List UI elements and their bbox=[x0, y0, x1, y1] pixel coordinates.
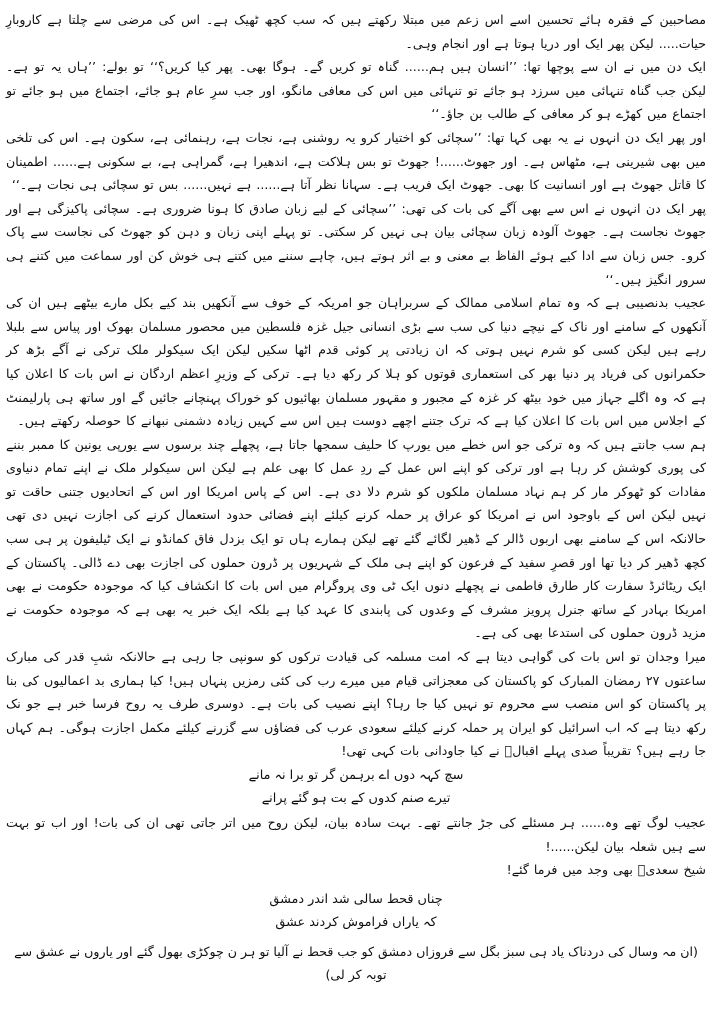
paragraph-7: میرا وجدان تو اس بات کی گواہی دیتا ہے کہ امت مسلمہ کی قیادت ترکوں کو سونپی جا رہی ہے حالانکہ شبِ قدر کی مبارک ساعتوں ۲۷ رمضان المبارک کو پاکستان کی معجزاتی قیام میں میرے رب کی کئی رمزیں پنہاں ہیں! کیا ہماری بد اعمالیوں کی بنا پر پاکستان کو اس منصب سے محروم تو نہیں کیا جا رہا؟ اپنے نصیب کی بات ہے۔ دوسری طرف یہ روح فرسا خبر ہے جو نک رکھ دیتا ہے کہ اب اسرائیل کو ایران پر حملہ کرنے کیلئے سعودی عرب کی فضاؤں سے گزرنے کیلئے مکمل اجازت ہوگی۔ ہم کہاں جا رہے ہیں؟ تقریباً صدی پہلے اقبالؒ نے کیا جاودانی بات کہی تھی! bbox=[6, 649, 707, 759]
saadi-verse bbox=[6, 888, 706, 934]
paragraph-2: ایک دن میں نے ان سے پوچھا تھا: ’’انسان ہیں ہم...... گناہ تو کریں گے۔ ہوگا بھی۔ پھر کیا کریں؟‘‘ تو بولے: ’’ہاں یہ تو ہے۔ لیکن جب گناہ تنہائی میں سرزد ہو جائے تو تنہائی میں اس کی معافی مانگو، اور جب سرِ عام ہو جائے، اجتماع میں ہو جائے تو اجتماع میں کھڑے ہو کر معافی کے طالب بن جاؤ۔‘‘ bbox=[6, 59, 706, 122]
verse-line: تیرے صنم کدوں کے بت ہو گئے پرانے bbox=[261, 791, 451, 806]
paragraph-5: عجیب بدنصیبی ہے کہ وہ تمام اسلامی ممالک کے سربراہان جو امریکہ کے خوف سے آنکھیں بند کیے بکل مارے بیٹھے ہیں ان کی آنکھوں کے سامنے اور ناک کے نیچے دنیا کی سب سے بڑی انسانی جیل غزہ فلسطین میں محصور مسلمان بھوک اور پیاس سے بلبلا رہے ہیں لیکن کسی کو شرم نہیں ہوتی کہ ان زیادتی پر کوئی قدم اٹھا سکیں لیکن ایک سیکولر ملک ترکی نے آگے بڑھ کر حکمرانوں کی فریاد پر دنیا بھر کی استعماری قوتوں کو ہلا کر رکھ دیا ہے۔ ترکی کے وزیرِ اعظم اردگان نے اس بات کا اعلان کیا ہے کہ وہ اگلے جہاز میں خود بیٹھ کر غزہ کے مجبور و مقہور مسلمان بھائیوں کو خوراک پہنچانے جائیں گے اور ساتھ ہی پارلیمنٹ کے اجلاس میں اس بات کا اعلان کیا ہے کہ ترک جتنے اچھے دوست ہیں اس سے کہیں زیادہ دشمنی نبھانے کا حوصلہ رکھتے ہیں۔ bbox=[6, 295, 706, 429]
paragraph-3: اور پھر ایک دن انہوں نے یہ بھی کہا تھا: ’’سچائی کو اختیار کرو یہ روشنی ہے، نجات ہے، رہنمائی ہے، سکون ہے۔ اس کی تلخی میں بھی شیرینی ہے، مٹھاس ہے۔ اور جھوٹ......! جھوٹ تو بس ہلاکت ہے، اندھیرا ہے، گمراہی ہے، بے سکونی ہے...... اطمینان کا قاتل جھوٹ ہے اور انسانیت کا بھی۔ جھوٹ ایک فریب ہے۔ سہانا نظر آتا ہے...... ہے نہیں...... بس تو سچائی ہی نجات ہے۔‘‘ bbox=[6, 129, 706, 193]
article-page bbox=[6, 8, 706, 1018]
quote-intro: شیخ سعدیؒ بھی وجد میں فرما گئے! bbox=[506, 862, 706, 878]
verse-line: سچ کہہ دوں اے برہمن گر تو برا نہ مانے bbox=[248, 768, 464, 783]
iqbal-verse bbox=[6, 764, 706, 810]
closing-note: (ان مہ وسال کی دردناک یاد ہی سبز بگل سے فروزاں دمشق کو جب قحط نے آلیا تو ہر ن چوکڑی بھول گئے اور یاروں نے عشق سے توبہ کر لی) bbox=[14, 943, 698, 982]
paragraph-4: پھر ایک دن انہوں نے اس سے بھی آگے کی بات کی تھی: ’’سچائی کے لیے زبان صادق کا ہونا ضروری ہے۔ سچائی پاکیزگی ہے اور جھوٹ نجاست ہے۔ جھوٹ آلودہ زبان سچائی بیان ہی نہیں کر سکتی۔ تو پہلے اپنی زبان و دہن کو جھوٹ کی نجاست سے پاک کرو۔ جس زبان سے ادا کیے ہوئے الفاظ بے معنی و بے اثر ہوتے ہیں، چاہے سننے میں کتنے ہی خوش کن اور سماعت میں کتنے ہی سرور انگیز ہیں۔‘‘ bbox=[6, 200, 706, 287]
paragraph-1: مصاحبین کے فقرہ ہائے تحسین اسے اس زعم میں مبتلا رکھتے ہیں کہ سب کچھ ٹھیک ہے۔ اس کی مرضی سے چلتا ہے کاروبارِ حیات..... لیکن پھر ایک اور دریا ہوتا ہے اور انجام وہی۔ bbox=[6, 12, 706, 51]
paragraph-6: ہم سب جانتے ہیں کہ وہ ترکی جو اس خطے میں یورپ کا حلیف سمجھا جاتا ہے، پچھلے چند برسوں سے یورپی یونین کا ممبر بننے کی پوری کوشش کر رہا ہے اور ترکی کو اپنے اس عمل کے ردِ عمل کا بھی علم ہے لیکن اس سیکولر ملک نے اپنے تمام دنیاوی مفادات کو ٹھوکر مار کر ہم نہاد مسلمان ملکوں کو شرم دلا دی ہے۔ اس کے پاس امریکا اور اس کے اتحادیوں جتنی حاقت تو نہیں لیکن اس کے باوجود اس نے امریکا کو عراق پر حملہ کرنے کیلئے اپنے فضائی حدود استعمال کرنے کی اجازت نہیں دی تھی حالانکہ اس کے سامنے بھی اربوں ڈالر کے ڈھیر لگائے گئے تھے لیکن ہمارے ہاں تو ایک بزدل فاق کمانڈو نے ایک ٹیلیفون پر ہی سب کچھ ڈھیر کر دیا تھا اور قصرِ سفید کے فرعون کو اپنے ہی ملک کے شہریوں پر ڈرون حملوں کی اجازت بھی دے ڈالی۔ پاکستان کے ایک ریٹائرڈ سفارت کار طارق فاطمی نے پچھلے دنوں ایک ٹی وی پروگرام میں اس بات کا انکشاف کیا کہ موجودہ حکومت نے بھی امریکا بہادر کے ساتھ جنرل پرویز مشرف کے وعدوں کی پابندی کا عہد کیا ہے بلکہ ایک خبر یہ بھی ہے کہ موجودہ حکومت نے مزید ڈرون حملوں کی استدعا بھی کی ہے۔ bbox=[6, 436, 706, 641]
verse-line: چناں قحط سالی شد اندر دمشق bbox=[269, 891, 443, 907]
paragraph-8: عجیب لوگ تھے وہ...... ہر مسئلے کی جڑ جانتے تھے۔ بہت سادہ بیان، لیکن روح میں اتر جاتی تھی ان کی بات! اور اب تو بہت سے ہیں شعلہ بیان لیکن......! bbox=[6, 815, 706, 854]
verse-line: کہ یاراں فراموش کردند عشق bbox=[275, 914, 437, 930]
